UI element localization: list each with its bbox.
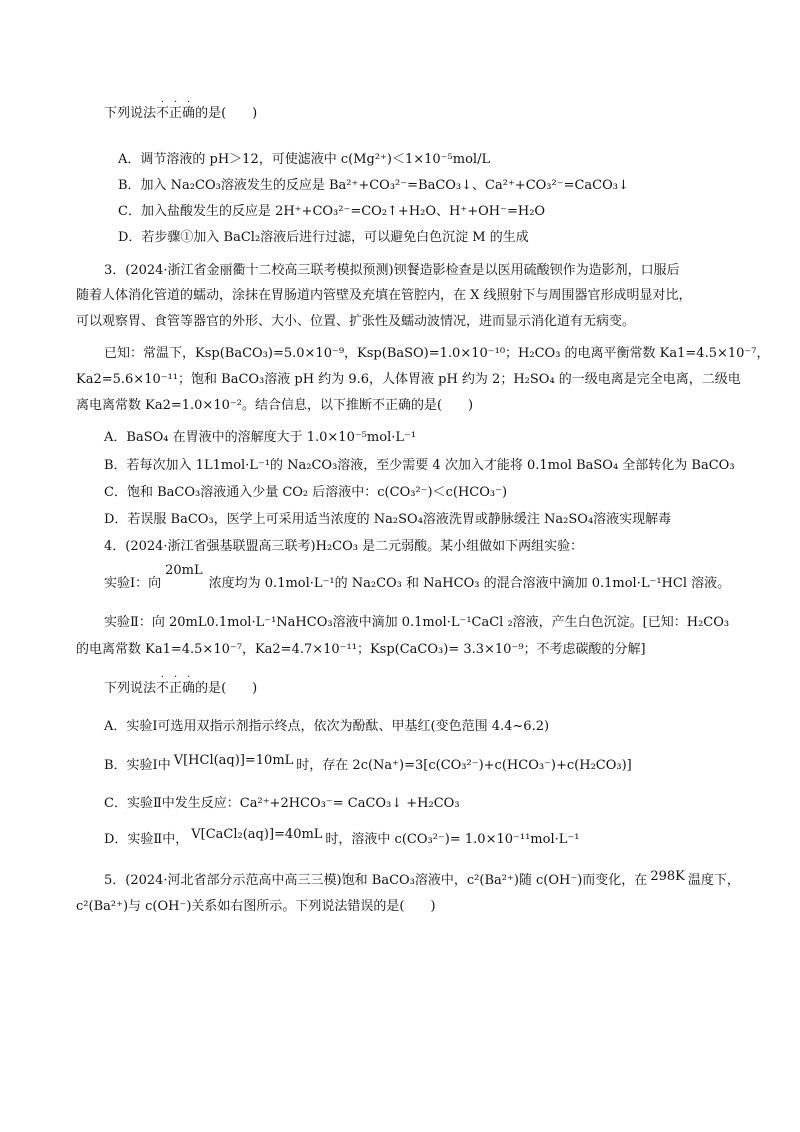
- q5-text-end: 温度下，: [687, 873, 740, 888]
- q4-stem: 4．(2024·浙江省强基联盟高三联考)H₂CO₃ 是二元弱酸。某小组做如下两组实验：: [104, 539, 584, 554]
- emphasis-char: · 确: [182, 672, 196, 696]
- optb-formula: V[HCl(aq)]=10mL: [173, 753, 294, 768]
- emphasis-char: · 不: [156, 672, 170, 696]
- q3-known-line: Ka2=5.6×10⁻¹¹；饱和 BaCO₃溶液 pH 约为 9.6，人体胃液 pH 约为 2；H₂SO₄ 的一级电离是完全电离，二级电: [76, 372, 741, 387]
- prompt-suffix: 的是( ): [195, 106, 258, 121]
- q3-stem-line: 3．(2024·浙江省金丽衢十二校高三联考模拟预测)钡餐造影检查是以医用硫酸钡作为造影剂，口服后: [104, 263, 680, 278]
- prompt-suffix: 的是( ): [195, 681, 258, 696]
- optb-text: 时，存在 2c(Na⁺)=3[c(CO₃²⁻)+c(HCO₃⁻)+c(H₂CO₃)]: [296, 758, 632, 773]
- q4-experiment-1: [104, 563, 731, 594]
- question-prompt-1: [104, 97, 258, 124]
- q3-stem-line: 可以观察胃、食管等器官的外形、大小、位置、扩张性及蠕动波情况，进而显示消化道有无病变。: [76, 314, 636, 329]
- q3-known-line: 已知：常温下，Ksp(BaCO₃)=5.0×10⁻⁹，Ksp(BaSO)=1.0×10⁻¹⁰；H₂CO₃ 的电离平衡常数 Ka1=4.5×10⁻⁷，: [104, 346, 770, 361]
- q5-stem-line-1: [104, 871, 740, 891]
- q4-option-c: C．实验Ⅱ中发生反应：Ca²⁺+2HCO₃⁻= CaCO₃↓ +H₂CO₃: [104, 796, 460, 811]
- q3-known-line: 离电离常数 Ka2=1.0×10⁻²。结合信息，以下推断不正确的是( ): [76, 398, 474, 413]
- q3-option-c: C．饱和 BaCO₃溶液通入少量 CO₂ 后溶液中：c(CO₃²⁻)＜c(HCO₃⁻): [104, 485, 508, 500]
- q4-option-a: A．实验Ⅰ可选用双指示剂指示终点，依次为酚酞、甲基红(变色范围 4.4~6.2): [104, 719, 550, 734]
- q3-option-b: B．若每次加入 1L1mol·L⁻¹的 Na₂CO₃溶液，至少需要 4 次加入才能将 0.1mol BaSO₄ 全部转化为 BaCO₃: [104, 458, 735, 473]
- exp1-volume: 20mL: [165, 563, 203, 578]
- prompt-prefix: 下列说法: [104, 681, 157, 696]
- emphasis-char: · 不: [156, 97, 170, 121]
- q4-option-b: [104, 753, 632, 776]
- emphasis-char: · 正: [169, 97, 183, 121]
- emphasis-char: · 正: [169, 672, 183, 696]
- optd-prefix: D．实验Ⅱ中，: [104, 832, 189, 847]
- q2-option-c: C．加入盐酸发生的反应是 2H⁺+CO₃²⁻=CO₂↑+H₂O、H⁺+OH⁻=H₂O: [118, 204, 546, 219]
- q5-stem-line-2: c²(Ba²⁺)与 c(OH⁻)关系如右图所示。下列说法错误的是( ): [76, 899, 436, 914]
- exp1-text: 浓度均为 0.1mol·L⁻¹的 Na₂CO₃ 和 NaHCO₃ 的混合溶液中滴加 0.1mol·L⁻¹HCl 溶液。: [208, 576, 731, 591]
- exp1-prefix: 实验Ⅰ：向: [104, 576, 162, 591]
- q3-stem-line: 随着人体消化管道的蠕动，涂抹在胃肠道内管壁及充填在管腔内，在 X 线照射下与周围器官形成明显对比，: [76, 288, 692, 303]
- q3-option-a: A．BaSO₄ 在胃液中的溶解度大于 1.0×10⁻⁵mol·L⁻¹: [104, 430, 417, 445]
- q5-temperature: 298K: [650, 869, 685, 884]
- q2-option-b: B．加入 Na₂CO₃溶液发生的反应是 Ba²⁺+CO₃²⁻=BaCO₃↓、Ca²⁺+CO₃²⁻=CaCO₃↓: [118, 178, 629, 193]
- optd-formula: V[CaCl₂(aq)]=40mL: [191, 827, 323, 842]
- q2-option-a: A．调节溶液的 pH＞12，可使滤液中 c(Mg²⁺)＜1×10⁻⁵mol/L: [118, 152, 491, 167]
- q4-option-d: [104, 827, 580, 850]
- q2-option-d: D．若步骤①加入 BaCl₂溶液后进行过滤，可以避免白色沉淀 M 的生成: [118, 230, 529, 245]
- emphasis-char: · 确: [182, 97, 196, 121]
- question-prompt-2: [104, 672, 258, 699]
- optd-text: 时，溶液中 c(CO₃²⁻)= 1.0×10⁻¹¹mol·L⁻¹: [325, 832, 580, 847]
- q5-text: 5．(2024·河北省部分示范高中高三三模)饱和 BaCO₃溶液中，c²(Ba²⁺)随 c(OH⁻)而变化，在: [104, 873, 648, 888]
- q4-experiment-2-line: 的电离常数 Ka1=4.5×10⁻⁷，Ka2=4.7×10⁻¹¹；Ksp(CaCO₃)= 3.3×10⁻⁹；不考虑碳酸的分解]: [76, 642, 646, 657]
- optb-prefix: B．实验Ⅰ中: [104, 758, 171, 773]
- q4-experiment-2-line: 实验Ⅱ：向 20mL0.1mol·L⁻¹NaHCO₃溶液中滴加 0.1mol·L⁻¹CaCl ₂溶液，产生白色沉淀。[已知：H₂CO₃: [104, 615, 730, 630]
- prompt-prefix: 下列说法: [104, 106, 157, 121]
- q3-option-d: D．若误服 BaCO₃，医学上可采用适当浓度的 Na₂SO₄溶液洗胃或静脉缓注 Na₂SO₄溶液实现解毒: [104, 512, 672, 527]
